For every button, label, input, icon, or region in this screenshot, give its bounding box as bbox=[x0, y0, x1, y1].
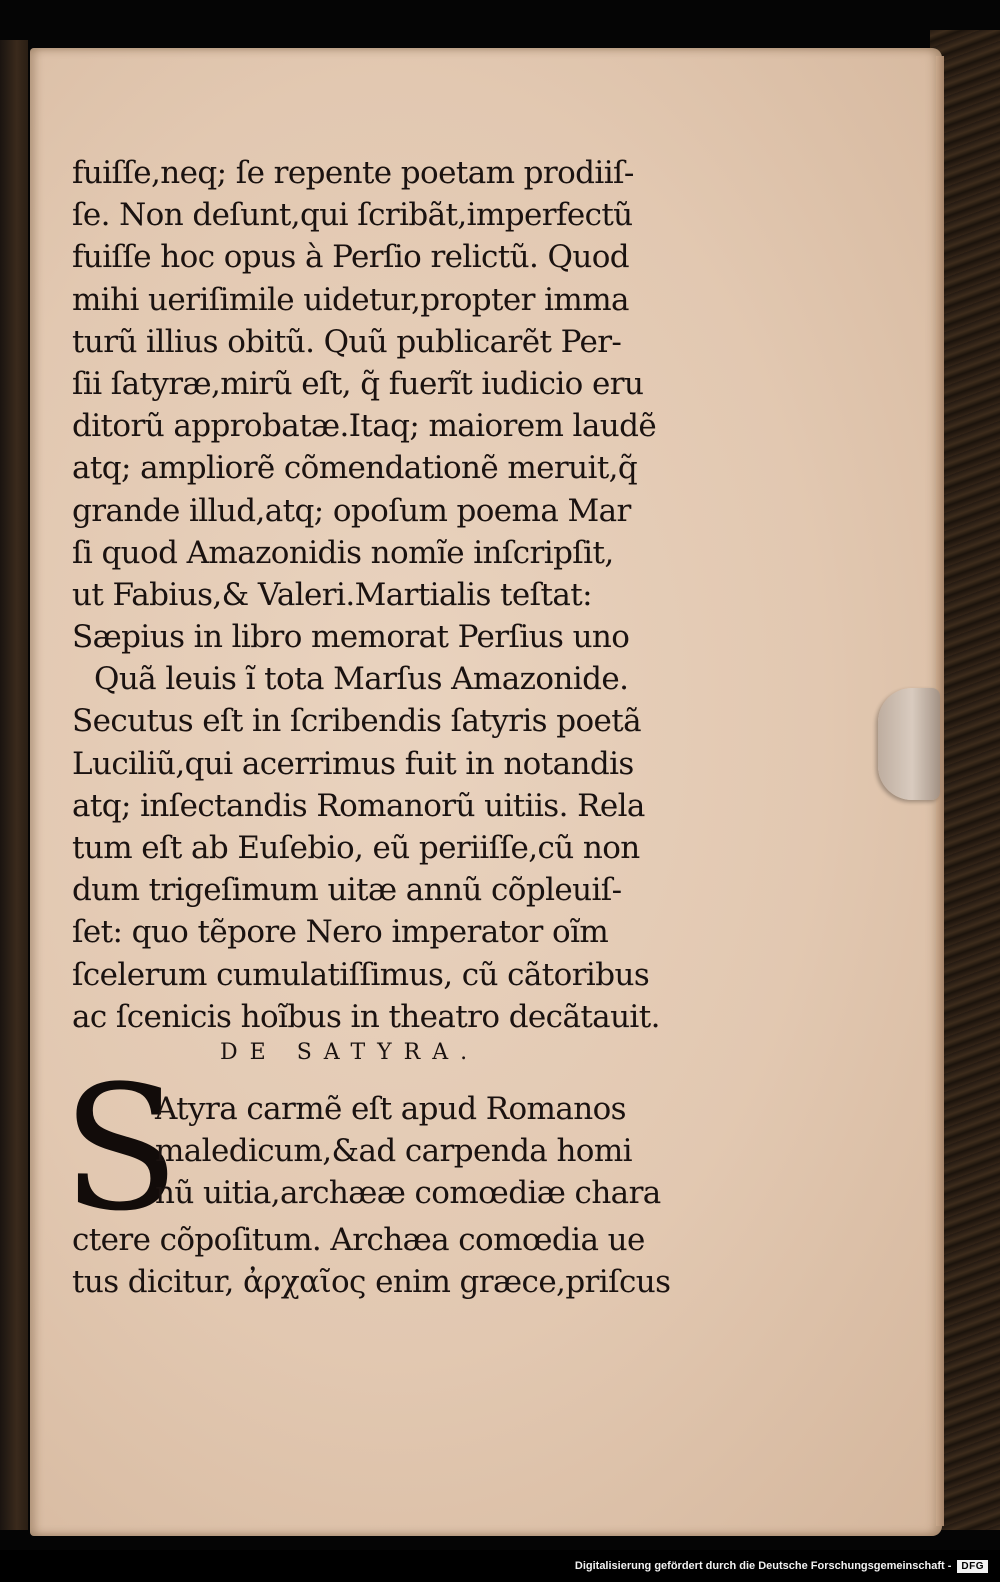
text-line: ſi quod Amazonidis nomĩe inſcripſit, bbox=[72, 534, 614, 571]
text-line: Secutus eſt in ſcribendis ſatyris poetã bbox=[72, 703, 642, 740]
text-line: ac ſcenicis hoĩbus in theatro decãtauit. bbox=[72, 998, 660, 1035]
text-line: Atyra carmẽ eſt apud Romanos bbox=[155, 1091, 626, 1127]
text-line: ctere cõpoſitum. Archæa comœdia ue bbox=[72, 1222, 645, 1258]
text-line: mihi ueriſimile uidetur,propter imma bbox=[72, 281, 629, 318]
book-spine-left bbox=[0, 40, 28, 1530]
section-heading: DE SATYRA. bbox=[220, 1040, 480, 1065]
text-line: ſcelerum cumulatiſſimus, cũ cãtoribus bbox=[72, 956, 650, 993]
text-line: ſii ſatyræ,mirũ eſt, q̃ fuerĩt iudicio eru bbox=[72, 365, 644, 402]
text-line: ſe. Non deſunt,qui ſcribãt,imperfectũ bbox=[72, 197, 633, 234]
text-line: ſet: quo tẽpore Nero imperator oĩm bbox=[72, 914, 609, 951]
text-line: maledicum,&ad carpenda homi bbox=[155, 1133, 632, 1170]
verse-line: Sæpius in libro memorat Perſius uno bbox=[72, 619, 630, 656]
text-line: turũ illius obitũ. Quũ publicarẽt Per- bbox=[72, 323, 622, 360]
dfg-logo: DFG bbox=[957, 1560, 988, 1573]
page-clip bbox=[878, 688, 940, 800]
text-line: nũ uitia,archææ comœdiæ chara bbox=[155, 1175, 661, 1212]
text-line: tum eſt ab Euſebio, eũ periiſſe,cũ non bbox=[72, 830, 640, 866]
text-line: fuiſſe hoc opus à Perſio relictũ. Quod bbox=[72, 239, 630, 276]
text-line: dum trigeſimum uitæ annũ cõpleuiſ- bbox=[72, 872, 622, 909]
drop-cap: S bbox=[62, 1048, 180, 1249]
text-line: grande illud,atq; opoſum poema Mar bbox=[72, 492, 631, 529]
text-line: ditorũ approbatæ.Itaq; maiorem laudẽ bbox=[72, 408, 657, 445]
text-line: atq; inſectandis Romanorũ uitiis. Rela bbox=[72, 787, 645, 824]
text-line: Luciliũ,qui acerrimus fuit in notandis bbox=[72, 745, 634, 782]
dropcap-text bbox=[155, 1088, 675, 1215]
text-line: atq; ampliorẽ cõmendationẽ meruit,q̃ bbox=[72, 450, 638, 487]
digitization-footer bbox=[0, 1550, 1000, 1582]
closing-text bbox=[72, 1219, 672, 1303]
verse-line: Quã leuis ĩ tota Marſus Amazonide. bbox=[94, 661, 629, 698]
body-text bbox=[72, 152, 672, 1038]
footer-credit: Digitalisierung gefördert durch die Deutsche Forschungsgemeinschaft - bbox=[574, 1560, 952, 1572]
text-line: fuiſſe,neq; ſe repente poetam prodiiſ- bbox=[72, 155, 634, 191]
text-line: tus dicitur, ἀρχαῖος enim græce,priſcus bbox=[72, 1264, 671, 1301]
text-line: ut Fabius,& Valeri.Martialis teſtat: bbox=[72, 576, 592, 613]
